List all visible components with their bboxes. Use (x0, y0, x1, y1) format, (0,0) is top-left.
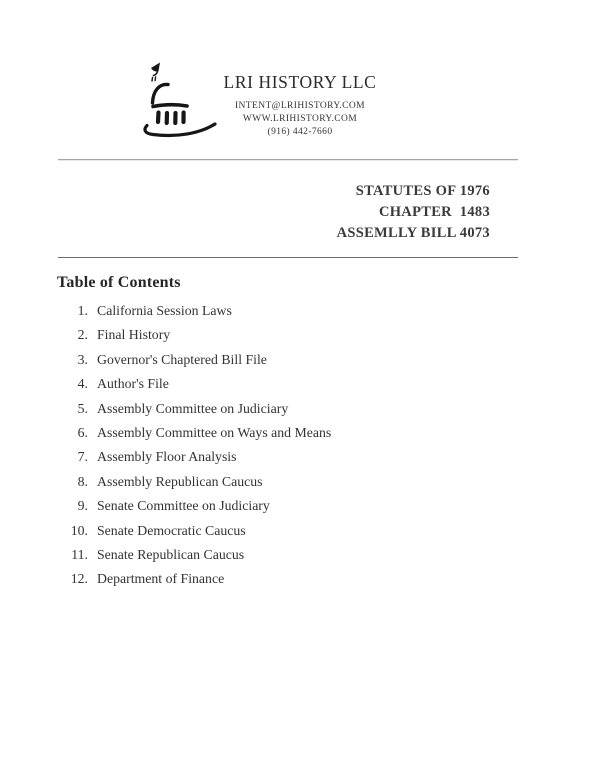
toc-item-label: Senate Committee on Judiciary (97, 498, 270, 514)
toc-list (0, 303, 520, 596)
toc-item-number: 1. (77, 303, 88, 318)
toc-item-label: Senate Democratic Caucus (97, 522, 246, 538)
toc-item-number: 12. (70, 571, 88, 587)
toc-item-number: 4. (77, 376, 88, 392)
statutes-line: STATUTES OF 1976 (355, 183, 490, 199)
divider-top (58, 159, 518, 161)
toc-item (0, 498, 520, 522)
toc-item-label: Assembly Committee on Ways and Means (97, 424, 332, 440)
toc-item-label: Final History (97, 327, 171, 343)
toc-item (0, 449, 520, 473)
toc-item-label: Assembly Republican Caucus (97, 473, 263, 489)
toc-item (0, 474, 520, 498)
company-website: WWW.LRIHISTORY.COM (242, 114, 358, 125)
toc-item-number: 6. (77, 424, 88, 440)
toc-item-number: 2. (77, 327, 88, 343)
toc-item (0, 523, 520, 547)
toc-item-number: 11. (71, 546, 88, 562)
toc-item (0, 425, 520, 449)
toc-item (0, 376, 520, 400)
toc-item-label: Author's File (97, 376, 169, 392)
company-name: LRI HISTORY LLC (223, 72, 377, 92)
statute-reference-block (337, 181, 490, 244)
toc-item-number: 5. (77, 400, 88, 416)
toc-item-number: 10. (70, 522, 88, 538)
toc-item-label: California Session Laws (97, 303, 232, 318)
toc-item-label: Department of Finance (97, 571, 225, 587)
toc-item (0, 327, 520, 351)
bill-line: ASSEMLLY BILL 4073 (336, 225, 490, 241)
toc-item (0, 352, 520, 376)
toc-item (0, 401, 520, 425)
toc-item-number: 3. (77, 351, 88, 367)
toc-item-number: 9. (77, 498, 88, 514)
divider-bottom (58, 257, 518, 258)
chapter-line: CHAPTER 1483 (378, 204, 490, 220)
company-phone: (916) 442-7660 (267, 127, 333, 138)
toc-item-number: 8. (77, 473, 88, 489)
toc-item (0, 547, 520, 571)
toc-item-label: Assembly Floor Analysis (97, 449, 237, 465)
toc-item-number: 7. (77, 449, 88, 465)
toc-item (0, 303, 520, 327)
toc-item-label: Senate Republican Caucus (97, 546, 245, 562)
toc-item-label: Assembly Committee on Judiciary (97, 400, 289, 416)
toc-item-label: Governor's Chaptered Bill File (97, 351, 267, 367)
toc-title: Table of Contents (57, 274, 181, 291)
letterhead (150, 72, 450, 140)
company-email: INTENT@LRIHISTORY.COM (234, 101, 365, 111)
toc-item (0, 571, 520, 595)
